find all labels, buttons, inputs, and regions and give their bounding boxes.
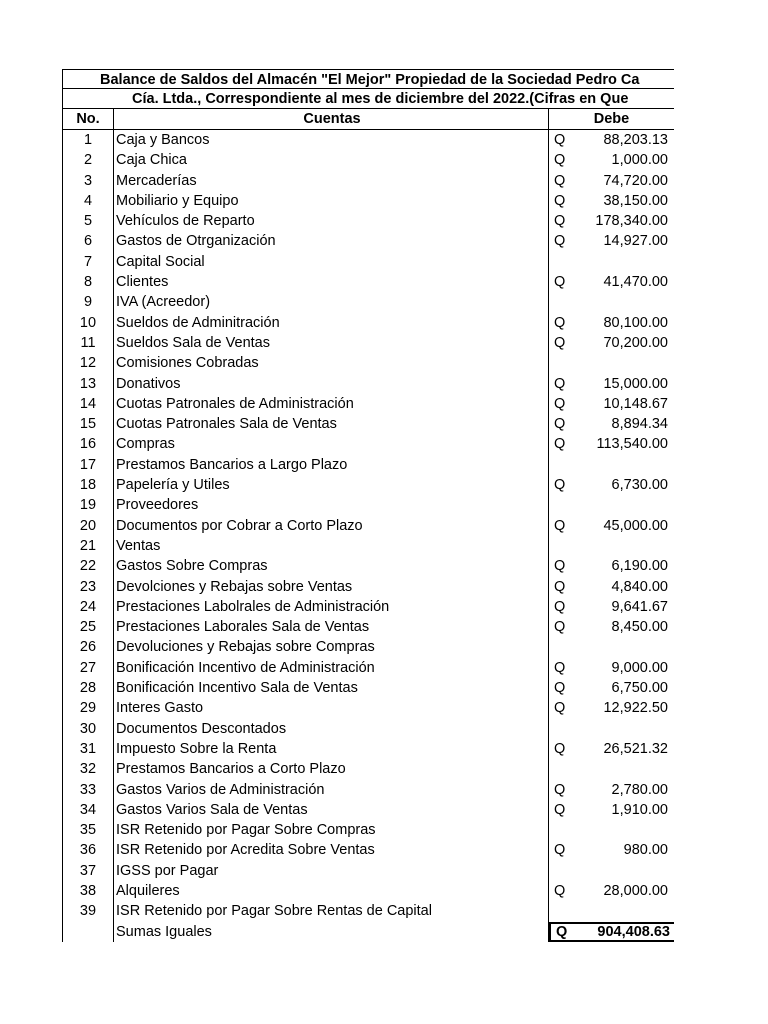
- account-name: Documentos Descontados: [114, 719, 549, 739]
- table-row: [62, 252, 674, 272]
- currency-symbol: Q: [554, 416, 566, 433]
- debit-amount: 8,450.00: [611, 619, 668, 636]
- debit-amount: 26,521.32: [603, 740, 668, 757]
- debit-amount: 38,150.00: [603, 192, 668, 209]
- debit-amount: [579, 759, 674, 779]
- account-name: ISR Retenido por Acredita Sobre Ventas: [114, 840, 549, 860]
- currency-symbol: Q: [554, 700, 566, 717]
- debit-amount: 4,840.00: [611, 578, 668, 595]
- account-name: Proveedores: [114, 495, 549, 515]
- table-row: [62, 861, 674, 881]
- row-number: 2: [62, 150, 114, 170]
- currency-symbol: [549, 455, 579, 475]
- currency-symbol: [549, 536, 579, 556]
- row-number: 20: [62, 516, 114, 536]
- debit-amount: 2,780.00: [611, 781, 668, 798]
- account-name: Caja Chica: [114, 150, 549, 170]
- account-name: Cuotas Patronales Sala de Ventas: [114, 414, 549, 434]
- table-row: [62, 333, 674, 353]
- table-row: [62, 637, 674, 657]
- total-label: Sumas Iguales: [114, 922, 549, 942]
- sheet-title-line-1: [62, 69, 674, 89]
- currency-symbol: Q: [554, 395, 566, 412]
- total-no-cell: [62, 922, 114, 942]
- account-name: Sueldos de Adminitración: [114, 313, 549, 333]
- table-row: [62, 495, 674, 515]
- currency-symbol: Q: [554, 680, 566, 697]
- currency-symbol: [549, 861, 579, 881]
- row-number: 35: [62, 820, 114, 840]
- debit-amount: [579, 719, 674, 739]
- account-name: Donativos: [114, 374, 549, 394]
- account-name: Mercaderías: [114, 171, 549, 191]
- debit-amount: 80,100.00: [603, 314, 668, 331]
- row-number: 10: [62, 313, 114, 333]
- debit-amount: [579, 252, 674, 272]
- debit-amount: 28,000.00: [603, 882, 668, 899]
- debit-amount: 14,927.00: [603, 233, 668, 250]
- row-number: 33: [62, 780, 114, 800]
- row-number: 3: [62, 171, 114, 191]
- row-number: 8: [62, 272, 114, 292]
- debit-amount: 8,894.34: [611, 416, 668, 433]
- table-row: [62, 231, 674, 251]
- title-line-1-text: Balance de Saldos del Almacén "El Mejor" Propiedad de la Sociedad Pedro Ca: [100, 72, 640, 88]
- debit-amount: 10,148.67: [603, 395, 668, 412]
- table-row: [62, 272, 674, 292]
- currency-symbol: [549, 292, 579, 312]
- table-row: [62, 434, 674, 454]
- debit-amount: 6,730.00: [611, 477, 668, 494]
- row-number: 7: [62, 252, 114, 272]
- balance-sheet: [62, 69, 674, 942]
- table-row: [62, 759, 674, 779]
- debit-amount: 6,750.00: [611, 680, 668, 697]
- currency-symbol: [549, 759, 579, 779]
- debit-amount: 6,190.00: [611, 558, 668, 575]
- row-number: 1: [62, 130, 114, 150]
- currency-symbol: Q: [554, 619, 566, 636]
- table-row: [62, 800, 674, 820]
- account-name: Impuesto Sobre la Renta: [114, 739, 549, 759]
- account-name: Documentos por Cobrar a Corto Plazo: [114, 516, 549, 536]
- total-currency: Q: [556, 923, 568, 940]
- currency-symbol: [549, 901, 579, 921]
- debit-amount: 41,470.00: [603, 274, 668, 291]
- row-number: 17: [62, 455, 114, 475]
- currency-symbol: Q: [554, 801, 566, 818]
- currency-symbol: Q: [554, 842, 566, 859]
- currency-symbol: Q: [554, 598, 566, 615]
- table-row: [62, 475, 674, 495]
- account-name: Devoluciones y Rebajas sobre Compras: [114, 637, 549, 657]
- account-name: Bonificación Incentivo de Administración: [114, 658, 549, 678]
- row-number: 38: [62, 881, 114, 901]
- debit-amount: 12,922.50: [603, 700, 668, 717]
- row-number: 11: [62, 333, 114, 353]
- debit-amount: 88,203.13: [603, 132, 668, 148]
- row-number: 18: [62, 475, 114, 495]
- currency-symbol: [549, 719, 579, 739]
- table-row: [62, 191, 674, 211]
- account-name: IVA (Acreedor): [114, 292, 549, 312]
- table-row: [62, 678, 674, 698]
- table-row: [62, 516, 674, 536]
- row-number: 39: [62, 901, 114, 921]
- account-name: Bonificación Incentivo Sala de Ventas: [114, 678, 549, 698]
- debit-amount: 15,000.00: [603, 375, 668, 392]
- table-row: [62, 739, 674, 759]
- table-row: [62, 394, 674, 414]
- row-number: 23: [62, 577, 114, 597]
- total-row: [62, 922, 674, 942]
- account-name: Alquileres: [114, 881, 549, 901]
- currency-symbol: [549, 353, 579, 373]
- title-line-2-text: Cía. Ltda., Correspondiente al mes de diciembre del 2022.(Cifras en Que: [132, 91, 629, 107]
- account-name: Caja y Bancos: [114, 130, 549, 150]
- account-name: Comisiones Cobradas: [114, 353, 549, 373]
- row-number: 32: [62, 759, 114, 779]
- row-number: 36: [62, 840, 114, 860]
- row-number: 26: [62, 637, 114, 657]
- account-name: ISR Retenido por Pagar Sobre Compras: [114, 820, 549, 840]
- account-name: Capital Social: [114, 252, 549, 272]
- table-row: [62, 820, 674, 840]
- currency-symbol: Q: [554, 192, 566, 209]
- account-name: Mobiliario y Equipo: [114, 191, 549, 211]
- account-name: Prestamos Bancarios a Largo Plazo: [114, 455, 549, 475]
- table-row: [62, 658, 674, 678]
- table-row: [62, 780, 674, 800]
- debit-amount: [579, 861, 674, 881]
- table-row: [62, 353, 674, 373]
- table-row: [62, 901, 674, 921]
- debit-amount: [579, 353, 674, 373]
- currency-symbol: Q: [554, 375, 566, 392]
- table-row: [62, 313, 674, 333]
- total-box: [549, 922, 674, 942]
- row-number: 22: [62, 556, 114, 576]
- account-name: Prestaciones Labolrales de Administración: [114, 597, 549, 617]
- account-name: Gastos Varios de Administración: [114, 780, 549, 800]
- currency-symbol: [549, 637, 579, 657]
- table-row: [62, 536, 674, 556]
- account-name: Gastos Sobre Compras: [114, 556, 549, 576]
- table-row: [62, 556, 674, 576]
- currency-symbol: Q: [554, 659, 566, 676]
- currency-symbol: Q: [554, 233, 566, 250]
- currency-symbol: Q: [554, 558, 566, 575]
- table-row: [62, 617, 674, 637]
- currency-symbol: [549, 252, 579, 272]
- debit-amount: 9,641.67: [611, 598, 668, 615]
- row-number: 37: [62, 861, 114, 881]
- row-number: 31: [62, 739, 114, 759]
- row-number: 34: [62, 800, 114, 820]
- table-row: [62, 292, 674, 312]
- row-number: 30: [62, 719, 114, 739]
- account-name: Prestamos Bancarios a Corto Plazo: [114, 759, 549, 779]
- total-debit: 904,408.63: [597, 923, 670, 940]
- currency-symbol: [549, 820, 579, 840]
- currency-symbol: Q: [554, 740, 566, 757]
- header-account: Cuentas: [114, 109, 549, 129]
- currency-symbol: Q: [554, 152, 566, 169]
- debit-amount: 45,000.00: [603, 517, 668, 534]
- debit-amount: [579, 820, 674, 840]
- debit-amount: 9,000.00: [611, 659, 668, 676]
- row-number: 24: [62, 597, 114, 617]
- debit-amount: [579, 495, 674, 515]
- row-number: 9: [62, 292, 114, 312]
- account-name: Ventas: [114, 536, 549, 556]
- account-name: Vehículos de Reparto: [114, 211, 549, 231]
- currency-symbol: Q: [554, 274, 566, 291]
- debit-amount: [579, 901, 674, 921]
- currency-symbol: Q: [554, 132, 566, 148]
- table-row: [62, 150, 674, 170]
- row-number: 5: [62, 211, 114, 231]
- row-number: 19: [62, 495, 114, 515]
- currency-symbol: [549, 495, 579, 515]
- currency-symbol: Q: [554, 334, 566, 351]
- table-row: [62, 840, 674, 860]
- table-row: [62, 414, 674, 434]
- debit-amount: [579, 455, 674, 475]
- sheet-title-line-2: [62, 89, 674, 109]
- table-row: [62, 698, 674, 718]
- row-number: 14: [62, 394, 114, 414]
- row-number: 28: [62, 678, 114, 698]
- currency-symbol: Q: [554, 477, 566, 494]
- account-name: Devolciones y Rebajas sobre Ventas: [114, 577, 549, 597]
- row-number: 21: [62, 536, 114, 556]
- account-name: Papelería y Utiles: [114, 475, 549, 495]
- account-name: Gastos Varios Sala de Ventas: [114, 800, 549, 820]
- debit-amount: 70,200.00: [603, 334, 668, 351]
- row-number: 25: [62, 617, 114, 637]
- debit-amount: 1,910.00: [611, 801, 668, 818]
- debit-amount: 1,000.00: [611, 152, 668, 169]
- row-number: 29: [62, 698, 114, 718]
- row-number: 15: [62, 414, 114, 434]
- table-row: [62, 719, 674, 739]
- account-name: Cuotas Patronales de Administración: [114, 394, 549, 414]
- currency-symbol: Q: [554, 172, 566, 189]
- debit-amount: [579, 292, 674, 312]
- debit-amount: 980.00: [623, 842, 668, 859]
- debit-amount: [579, 637, 674, 657]
- table-row: [62, 455, 674, 475]
- currency-symbol: Q: [554, 314, 566, 331]
- table-header: [62, 109, 674, 130]
- header-debit: Debe: [593, 111, 630, 127]
- account-name: Compras: [114, 434, 549, 454]
- row-number: 6: [62, 231, 114, 251]
- account-name: Gastos de Otrganización: [114, 231, 549, 251]
- row-number: 27: [62, 658, 114, 678]
- table-row: [62, 577, 674, 597]
- row-number: 13: [62, 374, 114, 394]
- row-number: 4: [62, 191, 114, 211]
- account-name: Clientes: [114, 272, 549, 292]
- table-row: [62, 597, 674, 617]
- account-name: ISR Retenido por Pagar Sobre Rentas de Capital: [114, 901, 549, 921]
- account-name: Interes Gasto: [114, 698, 549, 718]
- debit-amount: [579, 536, 674, 556]
- row-number: 12: [62, 353, 114, 373]
- currency-symbol: Q: [554, 436, 566, 453]
- row-number: 16: [62, 434, 114, 454]
- table-row: [62, 130, 674, 150]
- account-name: IGSS por Pagar: [114, 861, 549, 881]
- debit-amount: 74,720.00: [603, 172, 668, 189]
- currency-symbol: Q: [554, 213, 566, 230]
- account-name: Sueldos Sala de Ventas: [114, 333, 549, 353]
- currency-symbol: Q: [554, 578, 566, 595]
- debit-amount: 113,540.00: [596, 436, 668, 453]
- account-name: Prestaciones Laborales Sala de Ventas: [114, 617, 549, 637]
- header-no: No.: [62, 109, 114, 129]
- debit-amount: 178,340.00: [595, 213, 668, 230]
- currency-symbol: Q: [554, 882, 566, 899]
- table-row: [62, 881, 674, 901]
- currency-symbol: Q: [554, 781, 566, 798]
- table-row: [62, 211, 674, 231]
- table-row: [62, 171, 674, 191]
- table-row: [62, 374, 674, 394]
- currency-symbol: Q: [554, 517, 566, 534]
- table-body: [62, 130, 674, 922]
